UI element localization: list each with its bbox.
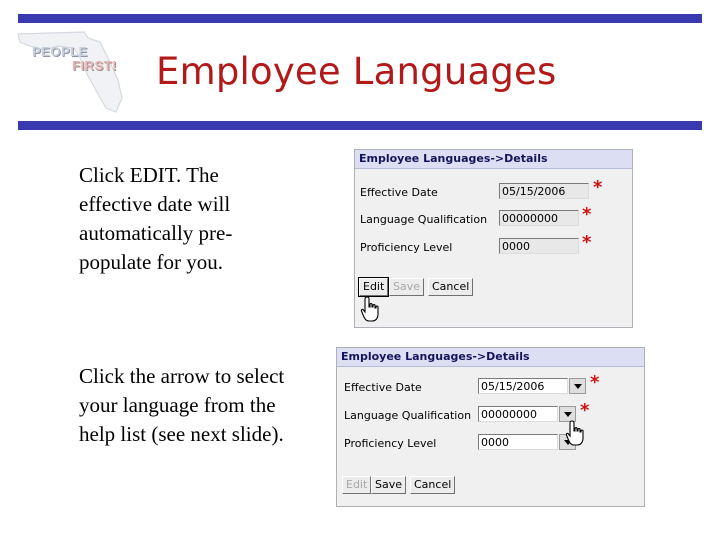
instruction-arrow: Click the arrow to select your language from the help list (see next slide).: [79, 364, 285, 446]
panel-header: Employee Languages->Details: [355, 150, 632, 169]
language-qualification-field[interactable]: 00000000: [499, 210, 579, 226]
language-qualification-label: Language Qualification: [344, 409, 472, 422]
hand-pointer-icon: [565, 420, 587, 446]
field-row-language-qualification: [360, 204, 630, 230]
effective-date-label: Effective Date: [344, 381, 422, 394]
proficiency-level-label: Proficiency Level: [360, 241, 453, 254]
dropdown-arrow-icon[interactable]: [569, 378, 586, 394]
details-panel-before: [354, 149, 633, 328]
people-first-logo: [14, 28, 134, 114]
slide-title: Employee Languages: [156, 50, 557, 93]
details-panel-after: [336, 347, 645, 507]
required-asterisk: *: [582, 232, 592, 253]
effective-date-field[interactable]: 05/15/2006: [499, 183, 589, 199]
required-asterisk: *: [580, 400, 590, 421]
effective-date-label: Effective Date: [360, 186, 438, 199]
save-button[interactable]: Save: [371, 476, 406, 494]
required-asterisk: *: [582, 204, 592, 225]
required-asterisk: *: [590, 372, 600, 393]
effective-date-input[interactable]: 05/15/2006: [478, 378, 568, 394]
logo-text-first: FIRST!: [72, 58, 117, 73]
proficiency-level-field[interactable]: 0000: [499, 238, 579, 254]
required-asterisk: *: [593, 177, 603, 198]
edit-button[interactable]: Edit: [359, 278, 388, 296]
field-row-proficiency-level: [344, 434, 644, 454]
top-rule: [18, 14, 702, 23]
edit-button[interactable]: Edit: [342, 476, 371, 494]
cancel-button[interactable]: Cancel: [428, 278, 473, 296]
field-row-effective-date: [344, 372, 644, 398]
proficiency-level-input[interactable]: 0000: [478, 434, 558, 450]
instruction-edit: Click EDIT. The effective date will automatically pre-populate for you.: [79, 163, 233, 274]
cancel-button[interactable]: Cancel: [410, 476, 455, 494]
panel-header: Employee Languages->Details: [337, 348, 644, 367]
language-qualification-label: Language Qualification: [360, 213, 488, 226]
hand-pointer-icon: [360, 296, 382, 322]
proficiency-level-label: Proficiency Level: [344, 437, 437, 450]
field-row-language-qualification: [344, 400, 644, 426]
field-row-effective-date: [360, 177, 630, 203]
save-button[interactable]: Save: [389, 278, 424, 296]
logo-text-people: PEOPLE: [32, 44, 88, 59]
field-row-proficiency-level: [360, 232, 630, 258]
title-rule: [18, 121, 702, 130]
language-qualification-input[interactable]: 00000000: [478, 406, 558, 422]
